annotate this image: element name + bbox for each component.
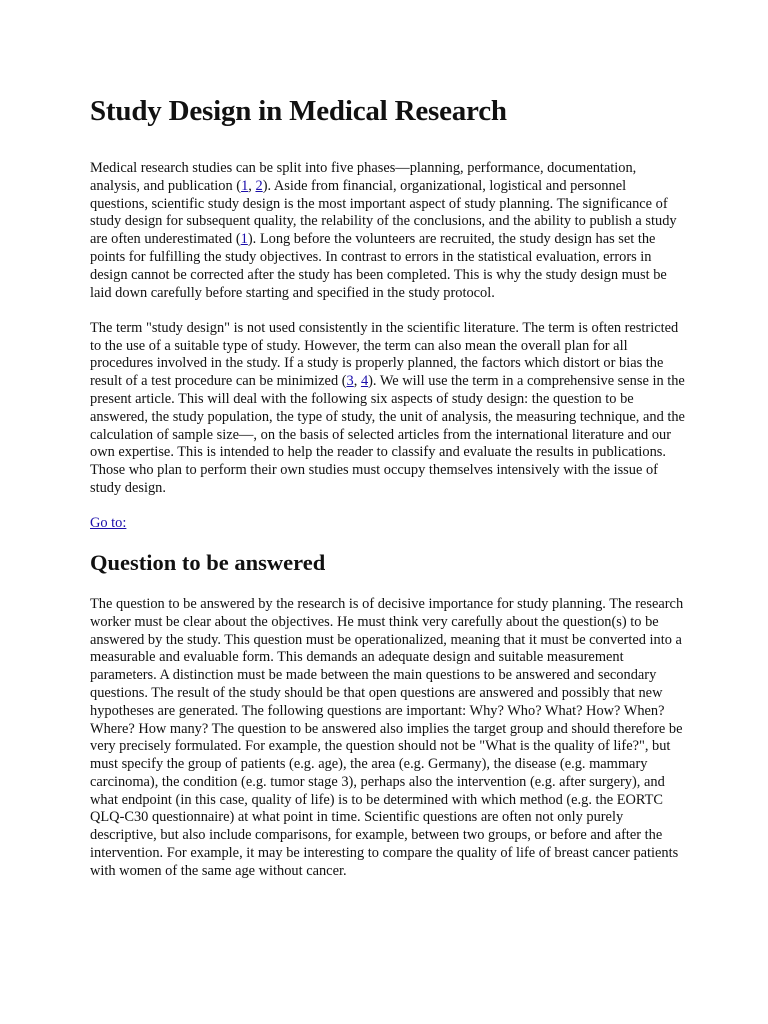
- intro-text-3: ). Long before the volunteers are recruited, the study design has set the points for fulfilling the study objectives. In contrast to errors in the statistical evaluation, errors in design cannot be corrected after the study has been completed. This is why the study design must be laid down carefully before starting and specified in the study protocol.: [90, 231, 667, 301]
- intro-text-2: ). Aside from financial, organizational, logistical and personnel questions, scientific study design is the most important aspect of study planning. The significance of study design for subsequent quality, the relability of the conclusions, and the ability to publish a study are often underestimated (: [90, 177, 677, 248]
- ref-separator: ,: [248, 177, 256, 194]
- goto-link[interactable]: Go to:: [90, 515, 127, 532]
- reference-link-1-repeat[interactable]: 1: [240, 231, 248, 248]
- reference-link-1[interactable]: 1: [241, 177, 249, 194]
- goto-container: [90, 515, 685, 533]
- page-title: Study Design in Medical Research: [90, 95, 507, 127]
- section-heading-question: Question to be answered: [90, 549, 326, 575]
- question-section-paragraph: The question to be answered by the research is of decisive importance for study planning. The research worker must be clear about the objectives. He must think very carefully about the question(s) to be answered by the study. This question must be operationalized, meaning that it must be converted into a measurable and evaluable form. This demands an adequate design and suitable measurement parameters. A distinction must be made between the main questions to be answered and secondary questions. The result of the study should be that open questions are answered and possibly that new hypotheses are generated. The following questions are important: Why? Who? What? How? When? Where? How many? The question to be answered also implies the target group and should therefore be very precisely formulated. For example, the question should not be "What is the quality of life?", but must specify the group of patients (e.g. age), the area (e.g. Germany), the disease (e.g. mammary carcinoma), the condition (e.g. tumor stage 3), perhaps also the intervention (e.g. after surgery), and what endpoint (in this case, quality of life) is to be determined with which method (e.g. the EORTC QLQ-C30 questionnaire) at what point in time. Scientific questions are often not only purely descriptive, but also include comparisons, for example, between two groups, or before and after the intervention. For example, it may be interesting to compare the quality of life of breast cancer patients with women of the same age without cancer.: [90, 595, 684, 879]
- reference-link-2[interactable]: 2: [255, 177, 263, 194]
- para2-text-1: The term "study design" is not used consistently in the scientific literature. The term is often restricted to the use of a suitable type of study. However, the term can also mean the overall plan for all procedures involved in the study. If a study is properly planned, the factors which distort or bias the result of a test procedure can be minimized (: [90, 319, 679, 390]
- reference-link-4[interactable]: 4: [360, 373, 369, 390]
- intro-paragraph: [90, 160, 685, 302]
- reference-link-3[interactable]: 3: [346, 373, 354, 390]
- article-body: [90, 88, 685, 898]
- study-design-term-paragraph: [90, 320, 685, 498]
- intro-text-1: Medical research studies can be split into five phases—planning, performance, documentation, analysis, and publication (: [90, 160, 637, 194]
- ref-separator: ,: [353, 373, 361, 390]
- para2-text-2: ). We will use the term in a comprehensive sense in the present article. This will deal with the following six aspects of study design: the question to be answered, the study population, the type of study, the unit of analysis, the measuring technique, and the calculation of sample size—, on the basis of selected articles from the international literature and our own expertise. This is intended to help the reader to classify and evaluate the results in publications. Those who plan to perform their own studies must occupy themselves intensively with the issue of study design.: [90, 373, 685, 496]
